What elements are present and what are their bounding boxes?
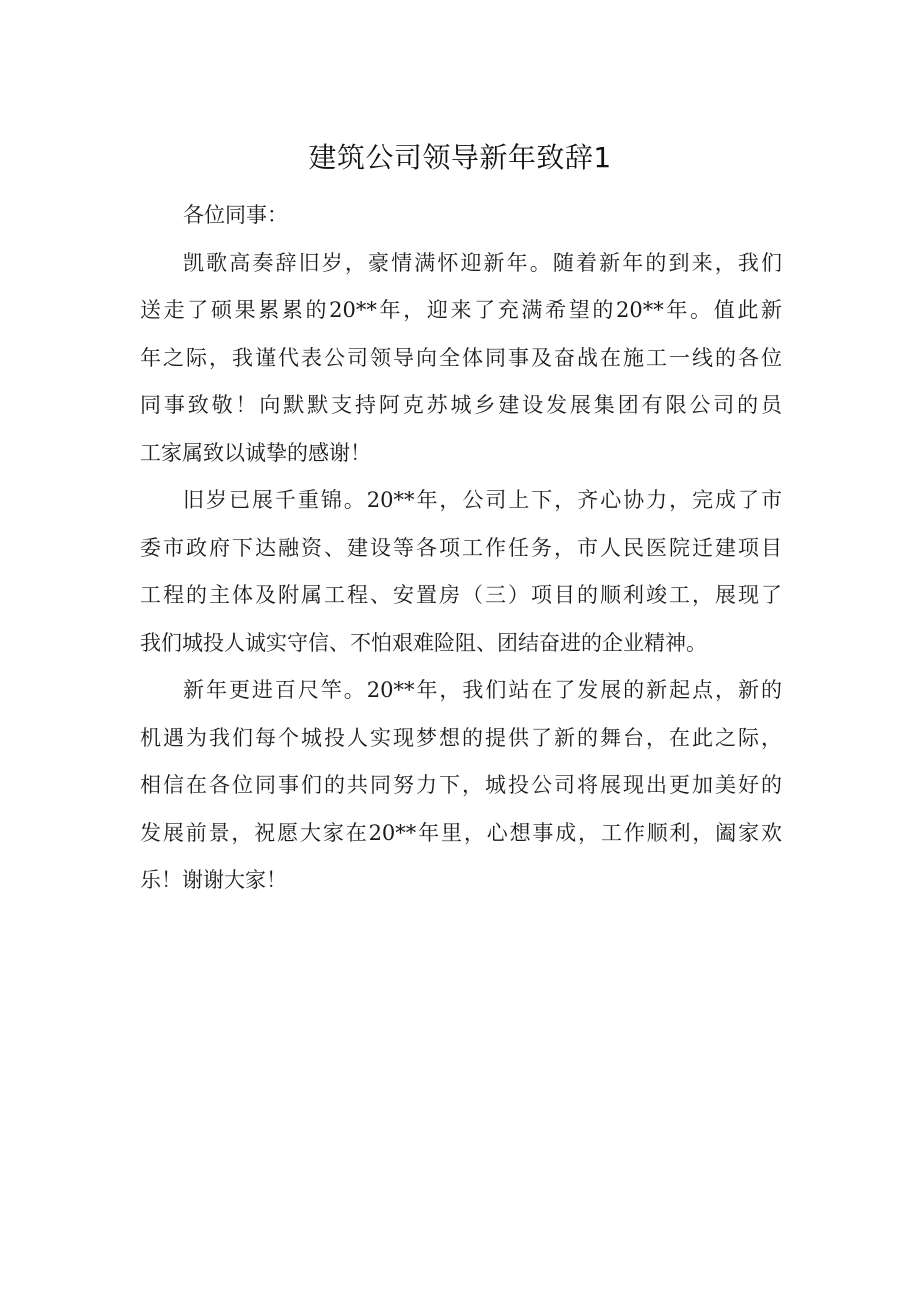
paragraph-line: 相信在各位同事们的共同努力下，城投公司将展现出更加美好的 <box>140 773 782 797</box>
paragraph-1 <box>140 240 782 478</box>
paragraph-line: 我们城投人诚实守信、不怕艰难险阻、团结奋进的企业精神。 <box>140 630 707 655</box>
paragraph-line: 工程的主体及附属工程、安置房（三）项目的顺利竣工，展现了 <box>140 583 782 607</box>
paragraph-2 <box>140 477 782 667</box>
document-body <box>140 192 782 905</box>
paragraph-line: 工家属致以诚挚的感谢！ <box>140 440 371 465</box>
paragraph-line: 乐！谢谢大家！ <box>140 868 287 892</box>
paragraph-line: 委市政府下达融资、建设等各项工作任务，市人民医院迁建项目 <box>140 535 782 560</box>
paragraph-line: 发展前景，祝愿大家在20**年里，心想事成，工作顺利，阖家欢 <box>140 820 782 845</box>
paragraph-line: 同事致敬！向默默支持阿克苏城乡建设发展集团有限公司的员 <box>140 393 782 417</box>
paragraph-line: 送走了硕果累累的20**年，迎来了充满希望的20**年。值此新 <box>140 298 782 322</box>
paragraph-3 <box>140 667 782 905</box>
document-title: 建筑公司领导新年致辞1 <box>308 141 612 174</box>
paragraph-line: 年之际，我谨代表公司领导向全体同事及奋战在施工一线的各位 <box>140 345 782 370</box>
paragraph-line: 旧岁已展千重锦。20**年，公司上下，齐心协力，完成了市 <box>183 488 782 512</box>
paragraph-line: 机遇为我们每个城投人实现梦想的提供了新的舞台，在此之际， <box>140 725 782 750</box>
paragraph-line: 新年更进百尺竿。20**年，我们站在了发展的新起点，新的 <box>183 678 782 702</box>
paragraph-line: 凯歌高奏辞旧岁，豪情满怀迎新年。随着新年的到来，我们 <box>183 250 782 275</box>
salutation: 各位同事： <box>183 203 288 227</box>
